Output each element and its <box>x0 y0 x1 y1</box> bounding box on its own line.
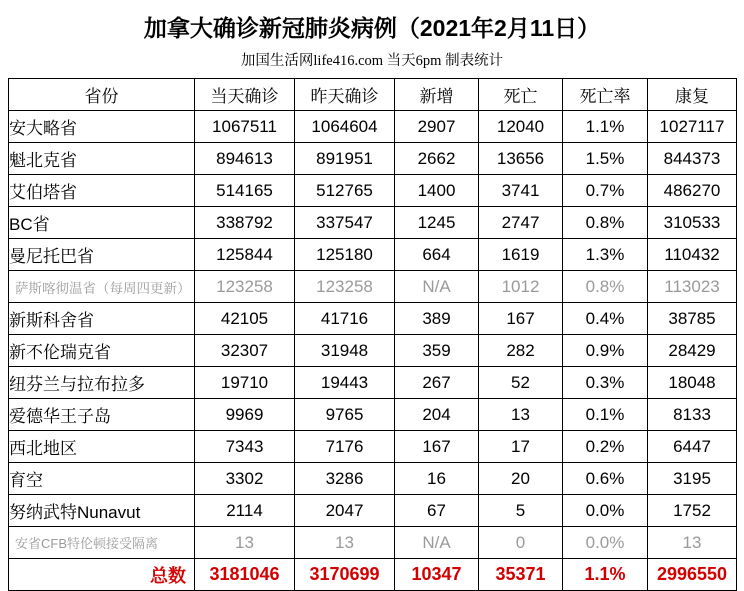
cell-deaths: 167 <box>479 303 563 335</box>
cell-province: 新不伦瑞克省 <box>9 335 195 367</box>
cell-death-rate: 1.1% <box>563 111 648 143</box>
cell-province: 西北地区 <box>9 431 195 463</box>
cell-today: 32307 <box>195 335 295 367</box>
cell-today: 338792 <box>195 207 295 239</box>
cell-deaths: 1012 <box>479 271 563 303</box>
cell-new: 2907 <box>395 111 479 143</box>
cell-yesterday: 512765 <box>295 175 395 207</box>
cell-province: 爱德华王子岛 <box>9 399 195 431</box>
cell-today: 123258 <box>195 271 295 303</box>
cell-death-rate: 0.9% <box>563 335 648 367</box>
cell-new: N/A <box>395 527 479 559</box>
cell-yesterday: 9765 <box>295 399 395 431</box>
cell-recovered: 28429 <box>648 335 737 367</box>
cell-total-today: 3181046 <box>195 559 295 591</box>
cell-death-rate: 0.2% <box>563 431 648 463</box>
table-row <box>9 303 737 335</box>
cell-death-rate: 0.1% <box>563 399 648 431</box>
cell-province: 安省CFB特伦顿接受隔离 <box>9 527 195 559</box>
cell-province: 新斯科舍省 <box>9 303 195 335</box>
cell-today: 514165 <box>195 175 295 207</box>
cell-deaths: 13 <box>479 399 563 431</box>
table-row <box>9 335 737 367</box>
cell-yesterday: 3286 <box>295 463 395 495</box>
table-row <box>9 463 737 495</box>
cell-today: 125844 <box>195 239 295 271</box>
cell-deaths: 12040 <box>479 111 563 143</box>
cell-new: 1400 <box>395 175 479 207</box>
table-row <box>9 271 737 303</box>
table-header <box>9 79 737 111</box>
cell-today: 2114 <box>195 495 295 527</box>
column-header-recovered: 康复 <box>648 79 737 111</box>
table-row <box>9 207 737 239</box>
cell-today: 13 <box>195 527 295 559</box>
cell-total-new: 10347 <box>395 559 479 591</box>
cell-recovered: 38785 <box>648 303 737 335</box>
cell-recovered: 3195 <box>648 463 737 495</box>
cell-today: 9969 <box>195 399 295 431</box>
cell-new: 664 <box>395 239 479 271</box>
cell-yesterday: 31948 <box>295 335 395 367</box>
cell-deaths: 282 <box>479 335 563 367</box>
page-subtitle: 加国生活网life416.com 当天6pm 制表统计 <box>240 53 504 69</box>
cell-death-rate: 0.3% <box>563 367 648 399</box>
cell-yesterday: 13 <box>295 527 395 559</box>
cell-today: 894613 <box>195 143 295 175</box>
cell-death-rate: 0.4% <box>563 303 648 335</box>
cell-new: 389 <box>395 303 479 335</box>
cell-yesterday: 125180 <box>295 239 395 271</box>
cell-today: 1067511 <box>195 111 295 143</box>
column-header-province: 省份 <box>9 79 195 111</box>
cell-recovered: 1752 <box>648 495 737 527</box>
cell-new: 67 <box>395 495 479 527</box>
cell-province: 魁北克省 <box>9 143 195 175</box>
cell-yesterday: 19443 <box>295 367 395 399</box>
cell-death-rate: 0.6% <box>563 463 648 495</box>
cell-province: 安大略省 <box>9 111 195 143</box>
cell-death-rate: 1.5% <box>563 143 648 175</box>
cell-province: 努纳武特Nunavut <box>9 495 195 527</box>
table-total-row <box>9 559 737 591</box>
cell-deaths: 13656 <box>479 143 563 175</box>
cell-deaths: 0 <box>479 527 563 559</box>
cell-today: 3302 <box>195 463 295 495</box>
cell-yesterday: 7176 <box>295 431 395 463</box>
cell-new: 2662 <box>395 143 479 175</box>
cell-yesterday: 337547 <box>295 207 395 239</box>
cell-yesterday: 41716 <box>295 303 395 335</box>
cell-new: 204 <box>395 399 479 431</box>
cell-death-rate: 0.0% <box>563 495 648 527</box>
column-header-yesterday: 昨天确诊 <box>295 79 395 111</box>
cell-recovered: 310533 <box>648 207 737 239</box>
cell-recovered: 13 <box>648 527 737 559</box>
cell-new: 167 <box>395 431 479 463</box>
table-row <box>9 367 737 399</box>
cell-deaths: 5 <box>479 495 563 527</box>
column-header-today: 当天确诊 <box>195 79 295 111</box>
cell-death-rate: 0.7% <box>563 175 648 207</box>
cell-province: 纽芬兰与拉布拉多 <box>9 367 195 399</box>
page-title: 加拿大确诊新冠肺炎病例（2021年2月11日） <box>143 15 601 41</box>
cell-deaths: 1619 <box>479 239 563 271</box>
table-row <box>9 239 737 271</box>
column-header-deaths: 死亡 <box>479 79 563 111</box>
cell-total-label: 总数 <box>9 559 195 591</box>
cell-total-death-rate: 1.1% <box>563 559 648 591</box>
table-body <box>9 111 737 591</box>
cell-deaths: 52 <box>479 367 563 399</box>
cell-province: 萨斯喀彻温省（每周四更新） <box>9 271 195 303</box>
cell-today: 42105 <box>195 303 295 335</box>
cell-deaths: 3741 <box>479 175 563 207</box>
cell-recovered: 18048 <box>648 367 737 399</box>
cell-deaths: 2747 <box>479 207 563 239</box>
cell-death-rate: 0.0% <box>563 527 648 559</box>
cell-recovered: 8133 <box>648 399 737 431</box>
column-header-death-rate: 死亡率 <box>563 79 648 111</box>
cell-total-recovered: 2996550 <box>648 559 737 591</box>
cell-recovered: 1027117 <box>648 111 737 143</box>
cell-death-rate: 0.8% <box>563 207 648 239</box>
cell-new: 16 <box>395 463 479 495</box>
table-row <box>9 527 737 559</box>
cell-death-rate: 1.3% <box>563 239 648 271</box>
cell-deaths: 20 <box>479 463 563 495</box>
cell-deaths: 17 <box>479 431 563 463</box>
table-row <box>9 143 737 175</box>
cell-yesterday: 123258 <box>295 271 395 303</box>
cell-today: 19710 <box>195 367 295 399</box>
table-row <box>9 495 737 527</box>
cell-yesterday: 1064604 <box>295 111 395 143</box>
cell-today: 7343 <box>195 431 295 463</box>
table-row <box>9 399 737 431</box>
cell-new: 1245 <box>395 207 479 239</box>
table-row <box>9 111 737 143</box>
cell-death-rate: 0.8% <box>563 271 648 303</box>
table-row <box>9 431 737 463</box>
cell-recovered: 6447 <box>648 431 737 463</box>
cell-new: 359 <box>395 335 479 367</box>
cell-recovered: 486270 <box>648 175 737 207</box>
cell-province: 育空 <box>9 463 195 495</box>
cell-new: N/A <box>395 271 479 303</box>
cell-province: 艾伯塔省 <box>9 175 195 207</box>
cell-yesterday: 891951 <box>295 143 395 175</box>
cell-recovered: 110432 <box>648 239 737 271</box>
covid-stats-table <box>8 78 737 591</box>
column-header-new: 新增 <box>395 79 479 111</box>
cell-province: 曼尼托巴省 <box>9 239 195 271</box>
cell-recovered: 844373 <box>648 143 737 175</box>
cell-new: 267 <box>395 367 479 399</box>
cell-recovered: 113023 <box>648 271 737 303</box>
cell-province: BC省 <box>9 207 195 239</box>
cell-total-deaths: 35371 <box>479 559 563 591</box>
table-header-row <box>9 79 737 111</box>
cell-yesterday: 2047 <box>295 495 395 527</box>
cell-total-yesterday: 3170699 <box>295 559 395 591</box>
table-row <box>9 175 737 207</box>
